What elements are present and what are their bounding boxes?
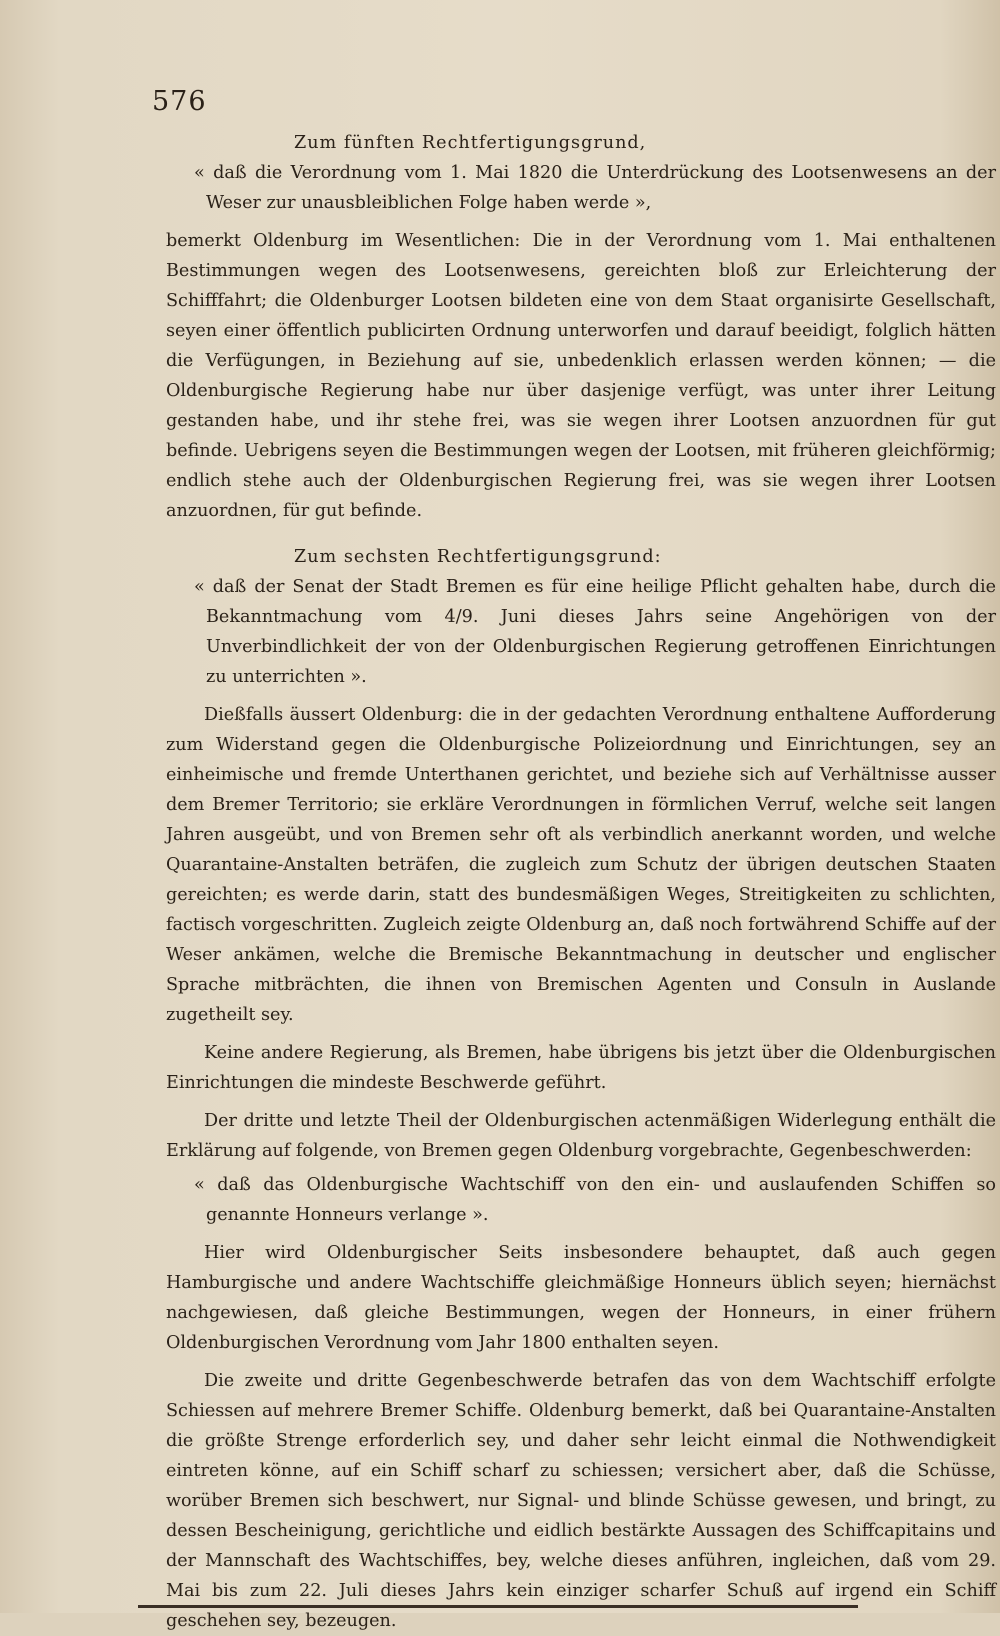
paragraph-third-part: Der dritte und letzte Theil der Oldenburgischen actenmäßigen Widerlegung enthält die Erklärung auf folgende, von Bremen gegen Oldenburg vorgebrachte, Gegenbeschwerden: [166, 1111, 996, 1161]
paragraph-schiessen: Die zweite und dritte Gegenbeschwerde betrafen das von dem Wachtschiff erfolgte Schiessen auf mehrere Bremer Schiffe. Oldenburg bemerkt, daß bei Quarantaine-Anstalten die größte Strenge erforderlich sey, und daher sehr leicht einmal die Nothwendigkeit eintreten könne, auf ein Schiff scharf zu schiessen; versichert aber, daß die Schüsse, worüber Bremen sich beschwert, nur Signal- und blinde Schüsse gewesen, und bringt, zu dessen Bescheinigung, gerichtliche und eidlich bestärkte Aussagen des Schiffcapitains und der Mannschaft des Wachtschiffes, bey, welche dieses anführen, ingleichen, daß vom 29. Mai bis zum 22. Juli dieses Jahrs kein einziger scharfer Schuß auf irgend ein Schiff geschehen sey, bezeugen. [166, 1371, 996, 1631]
quote-honneurs: « daß das Oldenburgische Wachtschiff von den ein- und auslaufenden Schiffen so genannte Honneurs verlange ». [194, 1175, 996, 1225]
quote-fifth-ground: « daß die Verordnung vom 1. Mai 1820 die Unterdrückung des Lootsenwesens an der Weser zur unausbleiblichen Folge haben werde », [194, 163, 996, 213]
paragraph-sixth-ground-2: Keine andere Regierung, als Bremen, habe übrigens bis jetzt über die Oldenburgischen Einrichtungen die mindeste Beschwerde geführt. [166, 1043, 996, 1093]
paragraph-sixth-ground-1: Dießfalls äussert Oldenburg: die in der gedachten Verordnung enthaltene Aufforderung zum Widerstand gegen die Oldenburgische Polizeiordnung und Einrichtungen, sey an einheimische und fremde Unterthanen gerichtet, und beziehe sich auf Verhältnisse ausser dem Bremer Territorio; sie erkläre Verordnungen in förmlichen Verruf, welche seit langen Jahren ausgeübt, und von Bremen sehr oft als verbindlich anerkannt worden, und welche Quarantaine-Anstalten beträfen, die zugleich zum Schutz der übrigen deutschen Staaten gereichten; es werde darin, statt des bundesmäßigen Weges, Streitigkeiten zu schlichten, factisch vorgeschritten. Zugleich zeigte Oldenburg an, daß noch fortwährend Schiffe auf der Weser ankämen, welche die Bremische Bekanntmachung in deutscher und englischer Sprache mitbrächten, die ihnen von Bremischen Agenten und Consuln in Auslande zugetheilt sey. [166, 705, 996, 1025]
bottom-rule [138, 1605, 858, 1608]
page-number: 576 [152, 86, 207, 117]
text-body [166, 128, 996, 1636]
heading-fifth-ground: Zum fünften Rechtfertigungsgrund, [294, 133, 647, 153]
paragraph-fifth-ground: bemerkt Oldenburg im Wesentlichen: Die in der Verordnung vom 1. Mai enthaltenen Bestimmungen wegen des Lootsenwesens, gereichten bloß zur Erleichterung der Schifffahrt; die Oldenburger Lootsen bildeten eine von dem Staat organisirte Gesellschaft, seyen einer öffentlich publicirten Ordnung unterworfen und darauf beeidigt, folglich hätten die Verfügungen, in Beziehung auf sie, unbedenklich erlassen werden können; — die Oldenburgische Regierung habe nur über dasjenige verfügt, was unter ihrer Leitung gestanden habe, und ihr stehe frei, was sie wegen ihrer Lootsen anzuordnen für gut befinde. Uebrigens seyen die Bestimmungen wegen der Lootsen, mit früheren gleichförmig; endlich stehe auch der Oldenburgischen Regierung frei, was sie wegen ihrer Lootsen anzuordnen, für gut befinde. [166, 231, 996, 521]
heading-sixth-ground: Zum sechsten Rechtfertigungsgrund: [294, 547, 662, 567]
quote-sixth-ground: « daß der Senat der Stadt Bremen es für eine heilige Pflicht gehalten habe, durch die Bekanntmachung vom 4/9. Juni dieses Jahrs seine Angehörigen von der Unverbindlichkeit der von der Oldenburgischen Regierung getroffenen Einrichtungen zu unterrichten ». [194, 577, 996, 687]
paragraph-honneurs: Hier wird Oldenburgischer Seits insbesondere behauptet, daß auch gegen Hamburgische und andere Wachtschiffe gleichmäßige Honneurs üblich seyen; hiernächst nachgewiesen, daß gleiche Bestimmungen, wegen der Honneurs, in einer frühern Oldenburgischen Verordnung vom Jahr 1800 enthalten seyen. [166, 1243, 996, 1353]
